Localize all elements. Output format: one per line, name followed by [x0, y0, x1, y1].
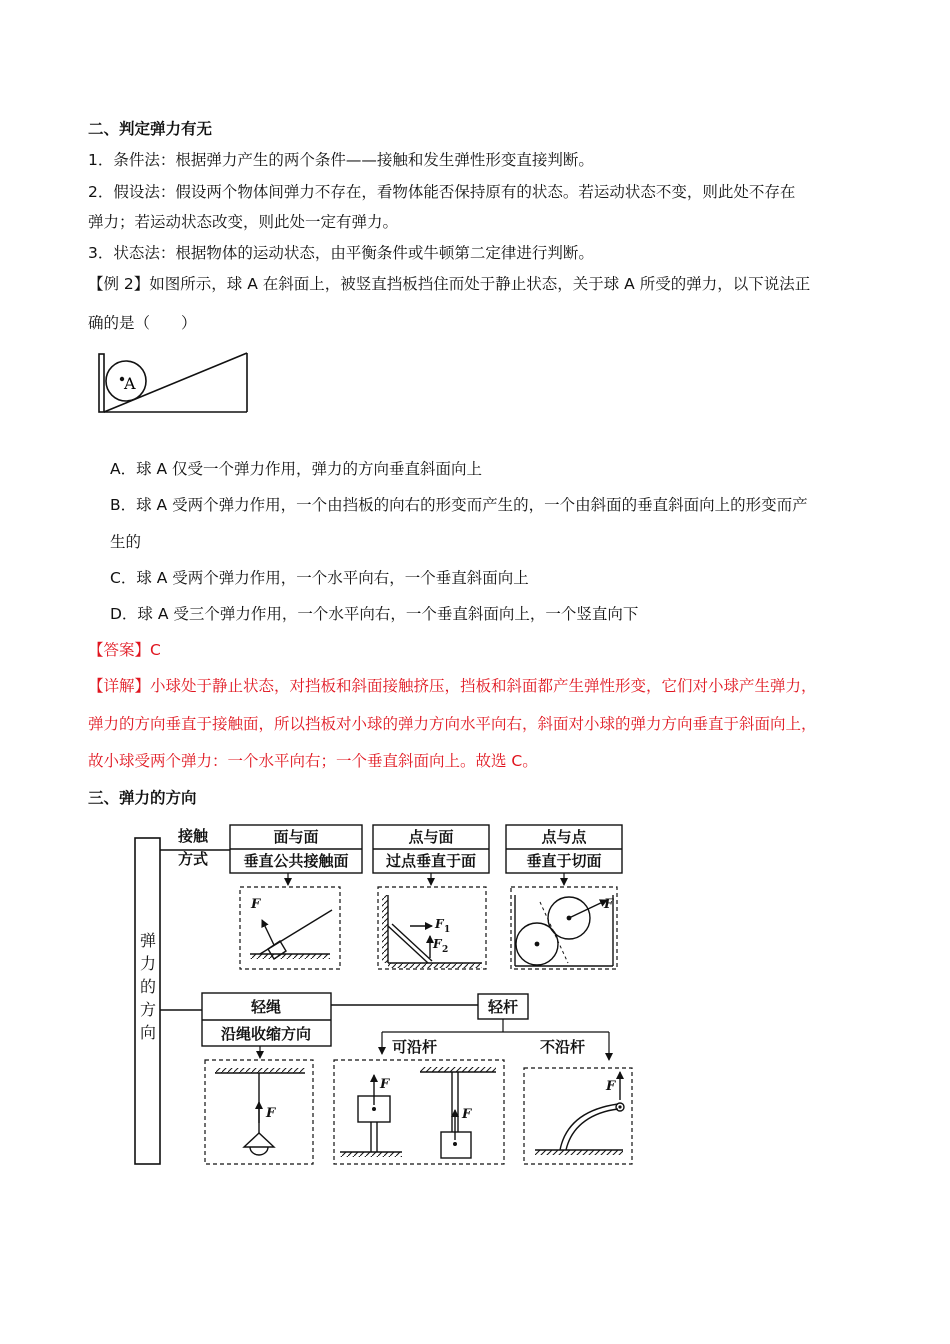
answer: 【答案】C	[88, 641, 161, 659]
explanation-line3: 故小球受两个弹力：一个水平向右；一个垂直斜面向上。故选 C。	[88, 752, 538, 770]
option-b: B．球 A 受两个弹力作用，一个由挡板的向右的形变而产生的，一个由斜面的垂直斜面向上的形变而产	[110, 496, 808, 514]
contact-label-2: 方式	[178, 850, 209, 868]
force-f-rope: F	[266, 1106, 276, 1121]
explanation-line2: 弹力的方向垂直于接触面，所以挡板对小球的弹力方向水平向右，斜面对小球的弹力方向垂直于斜面向上，	[88, 715, 817, 733]
force-f1: F	[435, 917, 444, 931]
method-state: 3．状态法：根据物体的运动状态，由平衡条件或牛顿第二定律进行判断。	[88, 244, 594, 262]
force-direction-diagram	[120, 820, 640, 1172]
section3-heading: 三、弹力的方向	[88, 789, 197, 807]
vtitle-5: 向	[139, 1023, 157, 1042]
vtitle-4: 方	[139, 1000, 157, 1019]
ss-title: 面与面	[273, 828, 319, 846]
method-assumption: 2．假设法：假设两个物体间弹力不存在，看物体能否保持原有的状态。若运动状态不变，则此处不存在	[88, 183, 796, 201]
force-f1-sub: 1	[444, 925, 451, 935]
vtitle-2: 力	[139, 954, 157, 973]
pp-title: 点与点	[541, 828, 587, 846]
rope-title: 轻绳	[250, 998, 282, 1016]
contact-label-1: 接触	[178, 827, 209, 845]
ps-rule: 过点垂直于面	[385, 852, 477, 870]
option-a: A．球 A 仅受一个弹力作用，弹力的方向垂直斜面向上	[110, 460, 483, 478]
section2-heading: 二、判定弹力有无	[88, 120, 213, 138]
method-condition: 1．条件法：根据弹力产生的两个条件——接触和发生弹性形变直接判断。	[88, 151, 594, 169]
rod-title: 轻杆	[487, 998, 519, 1016]
option-b-cont: 生的	[110, 533, 142, 551]
example-question-line2: 确的是（ ）	[88, 314, 197, 332]
rope-rule: 沿绳收缩方向	[220, 1025, 312, 1043]
method-assumption-cont: 弹力；若运动状态改变，则此处一定有弹力。	[88, 213, 399, 231]
example-question-line1: 【例 2】如图所示，球 A 在斜面上，被竖直挡板挡住而处于静止状态，关于球 A 所受的弹力，以下说法正	[88, 275, 811, 293]
force-f-rod2: F	[462, 1107, 472, 1122]
incline-figure	[96, 350, 252, 416]
force-f-rod3: F	[606, 1079, 616, 1094]
option-c: C．球 A 受两个弹力作用，一个水平向右，一个垂直斜面向上	[110, 569, 529, 587]
force-f-rod1: F	[380, 1077, 390, 1092]
ps-title: 点与面	[408, 828, 454, 846]
explanation-line1: 【详解】小球处于静止状态，对挡板和斜面接触挤压，挡板和斜面都产生弹性形变，它们对小球产生弹力，	[88, 677, 817, 695]
force-f-p1: F	[251, 897, 261, 912]
vtitle-1: 弹	[139, 931, 157, 950]
option-d: D．球 A 受三个弹力作用，一个水平向右，一个垂直斜面向上，一个竖直向下	[110, 605, 639, 623]
force-f2: F	[433, 937, 442, 951]
rod-along-label: 可沿杆	[392, 1038, 438, 1056]
rod-not-along-label: 不沿杆	[540, 1038, 586, 1056]
ss-rule: 垂直公共接触面	[243, 852, 349, 870]
vtitle-3: 的	[139, 977, 157, 996]
force-f2-sub: 2	[442, 945, 449, 955]
ball-label: A	[124, 374, 136, 393]
pp-rule: 垂直于切面	[526, 852, 602, 870]
force-f-p3: F	[604, 897, 614, 912]
